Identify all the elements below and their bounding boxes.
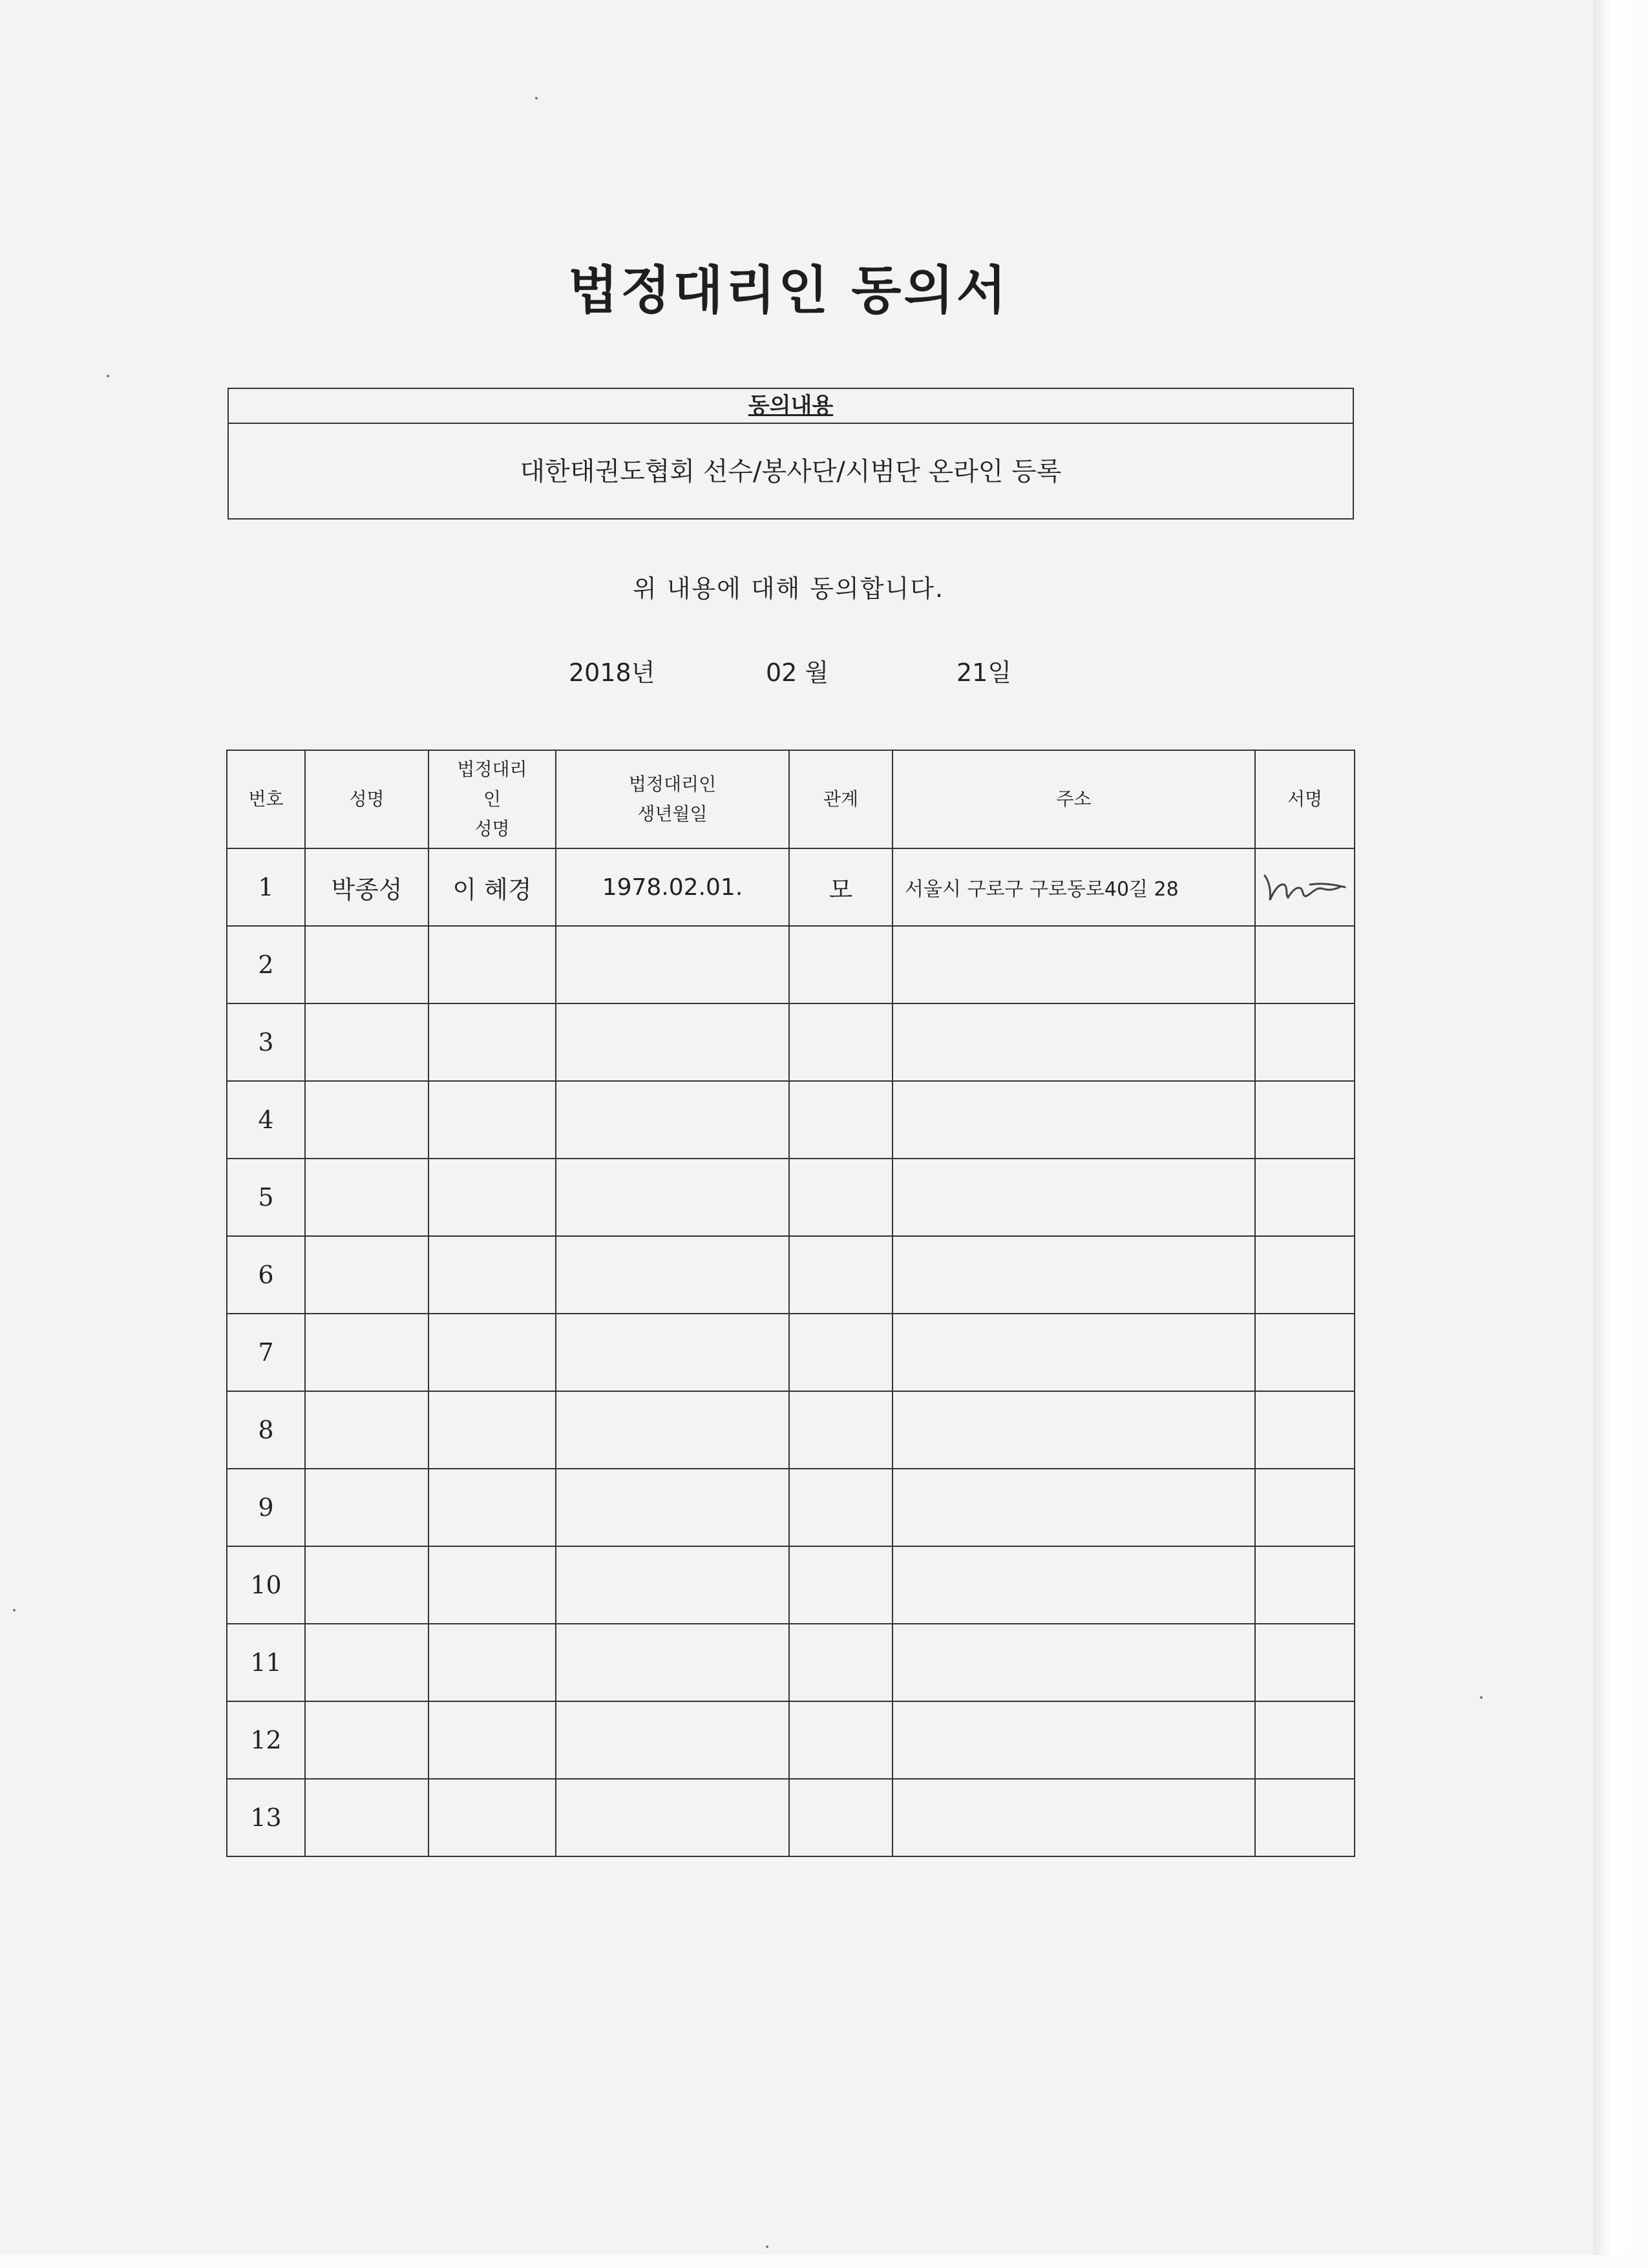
header-guardian-dob xyxy=(556,750,789,848)
header-signature: 서명 xyxy=(1255,750,1355,848)
table-row xyxy=(227,1469,1355,1546)
cell-number: 11 xyxy=(227,1624,305,1701)
agree-statement: 위 내용에 대해 동의합니다. xyxy=(632,574,945,603)
header-address: 주소 xyxy=(893,750,1255,848)
cell-relation xyxy=(789,1624,893,1701)
cell-guardian-dob xyxy=(556,1236,789,1314)
table-row xyxy=(227,926,1355,1003)
cell-address xyxy=(893,926,1255,1003)
cell-signature xyxy=(1255,1159,1355,1236)
cell-address xyxy=(893,1624,1255,1701)
table-row xyxy=(227,1236,1355,1314)
cell-guardian-name xyxy=(428,926,556,1003)
header-guardian-name-line3: 성명 xyxy=(474,818,510,839)
table-row xyxy=(227,1391,1355,1469)
cell-signature xyxy=(1255,1624,1355,1701)
cell-address xyxy=(893,1159,1255,1236)
cell-guardian-name xyxy=(428,1391,556,1469)
cell-guardian-dob xyxy=(556,1081,789,1159)
cell-address xyxy=(893,1701,1255,1779)
cell-relation xyxy=(789,1701,893,1779)
header-guardian-name-line1: 법정대리 xyxy=(457,759,527,780)
cell-number: 4 xyxy=(227,1081,305,1159)
cell-guardian-dob xyxy=(556,1469,789,1546)
cell-address xyxy=(893,1779,1255,1856)
guardian-table xyxy=(226,750,1355,1857)
cell-number: 9 xyxy=(227,1469,305,1546)
paper-edge xyxy=(1593,0,1648,2268)
cell-signature xyxy=(1255,1314,1355,1391)
cell-number: 10 xyxy=(227,1546,305,1624)
document-title: 법정대리인 동의서 xyxy=(567,260,1009,320)
cell-guardian-dob xyxy=(556,1546,789,1624)
cell-relation xyxy=(789,1081,893,1159)
cell-number: 12 xyxy=(227,1701,305,1779)
cell-relation xyxy=(789,1546,893,1624)
table-row xyxy=(227,1003,1355,1081)
cell-relation xyxy=(789,1469,893,1546)
cell-guardian-name xyxy=(428,1081,556,1159)
cell-guardian-name: 이 혜경 xyxy=(428,848,556,926)
cell-signature xyxy=(1255,926,1355,1003)
cell-signature xyxy=(1255,848,1355,926)
consent-header: 동의내용 xyxy=(229,389,1353,424)
table-header-row xyxy=(227,750,1355,848)
cell-guardian-dob xyxy=(556,1624,789,1701)
header-guardian-name-line2: 인 xyxy=(483,788,502,810)
table-row xyxy=(227,1159,1355,1236)
cell-name xyxy=(305,1624,428,1701)
cell-guardian-name xyxy=(428,1003,556,1081)
cell-number: 13 xyxy=(227,1779,305,1856)
cell-address xyxy=(893,1469,1255,1546)
cell-signature xyxy=(1255,1701,1355,1779)
cell-name: 박종성 xyxy=(305,848,428,926)
cell-address xyxy=(893,1081,1255,1159)
signature-stroke xyxy=(1265,876,1345,900)
cell-name xyxy=(305,1701,428,1779)
table-row xyxy=(227,1779,1355,1856)
cell-relation xyxy=(789,1779,893,1856)
cell-guardian-dob xyxy=(556,926,789,1003)
cell-name xyxy=(305,1003,428,1081)
table-row xyxy=(227,1546,1355,1624)
table-row xyxy=(227,1701,1355,1779)
date-month: 02 월 xyxy=(766,658,829,687)
cell-relation xyxy=(789,926,893,1003)
cell-name xyxy=(305,1779,428,1856)
scan-speck xyxy=(13,1609,16,1612)
cell-address xyxy=(893,1314,1255,1391)
cell-name xyxy=(305,1469,428,1546)
cell-guardian-dob xyxy=(556,1391,789,1469)
cell-guardian-name xyxy=(428,1469,556,1546)
cell-name xyxy=(305,1546,428,1624)
cell-signature xyxy=(1255,1546,1355,1624)
cell-guardian-dob xyxy=(556,1779,789,1856)
cell-relation: 모 xyxy=(789,848,893,926)
table-body xyxy=(227,848,1355,1856)
cell-guardian-dob xyxy=(556,1314,789,1391)
cell-name xyxy=(305,1236,428,1314)
date-day: 21일 xyxy=(956,658,1012,687)
cell-guardian-name xyxy=(428,1314,556,1391)
cell-relation xyxy=(789,1391,893,1469)
cell-signature xyxy=(1255,1779,1355,1856)
header-guardian-name xyxy=(428,750,556,848)
consent-body: 대한태권도협회 선수/봉사단/시범단 온라인 등록 xyxy=(520,457,1062,487)
cell-address xyxy=(893,1003,1255,1081)
header-name: 성명 xyxy=(305,750,428,848)
cell-signature xyxy=(1255,1081,1355,1159)
consent-box xyxy=(227,388,1354,520)
cell-address xyxy=(893,1236,1255,1314)
scan-speck xyxy=(1480,1696,1483,1699)
cell-signature xyxy=(1255,1469,1355,1546)
date-year: 2018년 xyxy=(569,658,655,687)
cell-name xyxy=(305,1159,428,1236)
cell-number: 3 xyxy=(227,1003,305,1081)
cell-guardian-name xyxy=(428,1236,556,1314)
header-relation: 관계 xyxy=(789,750,893,848)
cell-number: 5 xyxy=(227,1159,305,1236)
table-row xyxy=(227,1081,1355,1159)
cell-guardian-name xyxy=(428,1546,556,1624)
cell-number: 2 xyxy=(227,926,305,1003)
cell-guardian-name xyxy=(428,1624,556,1701)
cell-relation xyxy=(789,1003,893,1081)
table-row xyxy=(227,1624,1355,1701)
cell-signature xyxy=(1255,1391,1355,1469)
scan-speck xyxy=(107,375,109,377)
cell-name xyxy=(305,926,428,1003)
cell-number: 6 xyxy=(227,1236,305,1314)
paper-bottom-edge xyxy=(0,2255,1648,2268)
cell-name xyxy=(305,1391,428,1469)
header-number: 번호 xyxy=(227,750,305,848)
cell-address xyxy=(893,1391,1255,1469)
cell-address: 서울시 구로구 구로동로40길 28 xyxy=(893,848,1255,926)
cell-relation xyxy=(789,1236,893,1314)
cell-number: 8 xyxy=(227,1391,305,1469)
cell-relation xyxy=(789,1314,893,1391)
scan-speck xyxy=(535,97,538,100)
cell-guardian-dob: 1978.02.01. xyxy=(556,848,789,926)
cell-address xyxy=(893,1546,1255,1624)
table-row xyxy=(227,1314,1355,1391)
header-guardian-dob-line1: 법정대리인 xyxy=(628,773,717,795)
cell-signature xyxy=(1255,1003,1355,1081)
cell-guardian-name xyxy=(428,1779,556,1856)
cell-guardian-dob xyxy=(556,1003,789,1081)
table-row xyxy=(227,848,1355,926)
handwritten-signature xyxy=(1260,861,1350,913)
cell-guardian-dob xyxy=(556,1701,789,1779)
cell-name xyxy=(305,1314,428,1391)
cell-name xyxy=(305,1081,428,1159)
cell-guardian-dob xyxy=(556,1159,789,1236)
cell-relation xyxy=(789,1159,893,1236)
cell-guardian-name xyxy=(428,1701,556,1779)
cell-signature xyxy=(1255,1236,1355,1314)
scan-speck xyxy=(766,2245,768,2248)
cell-number: 1 xyxy=(227,848,305,926)
cell-guardian-name xyxy=(428,1159,556,1236)
header-guardian-dob-line2: 생년월일 xyxy=(637,803,708,824)
cell-number: 7 xyxy=(227,1314,305,1391)
